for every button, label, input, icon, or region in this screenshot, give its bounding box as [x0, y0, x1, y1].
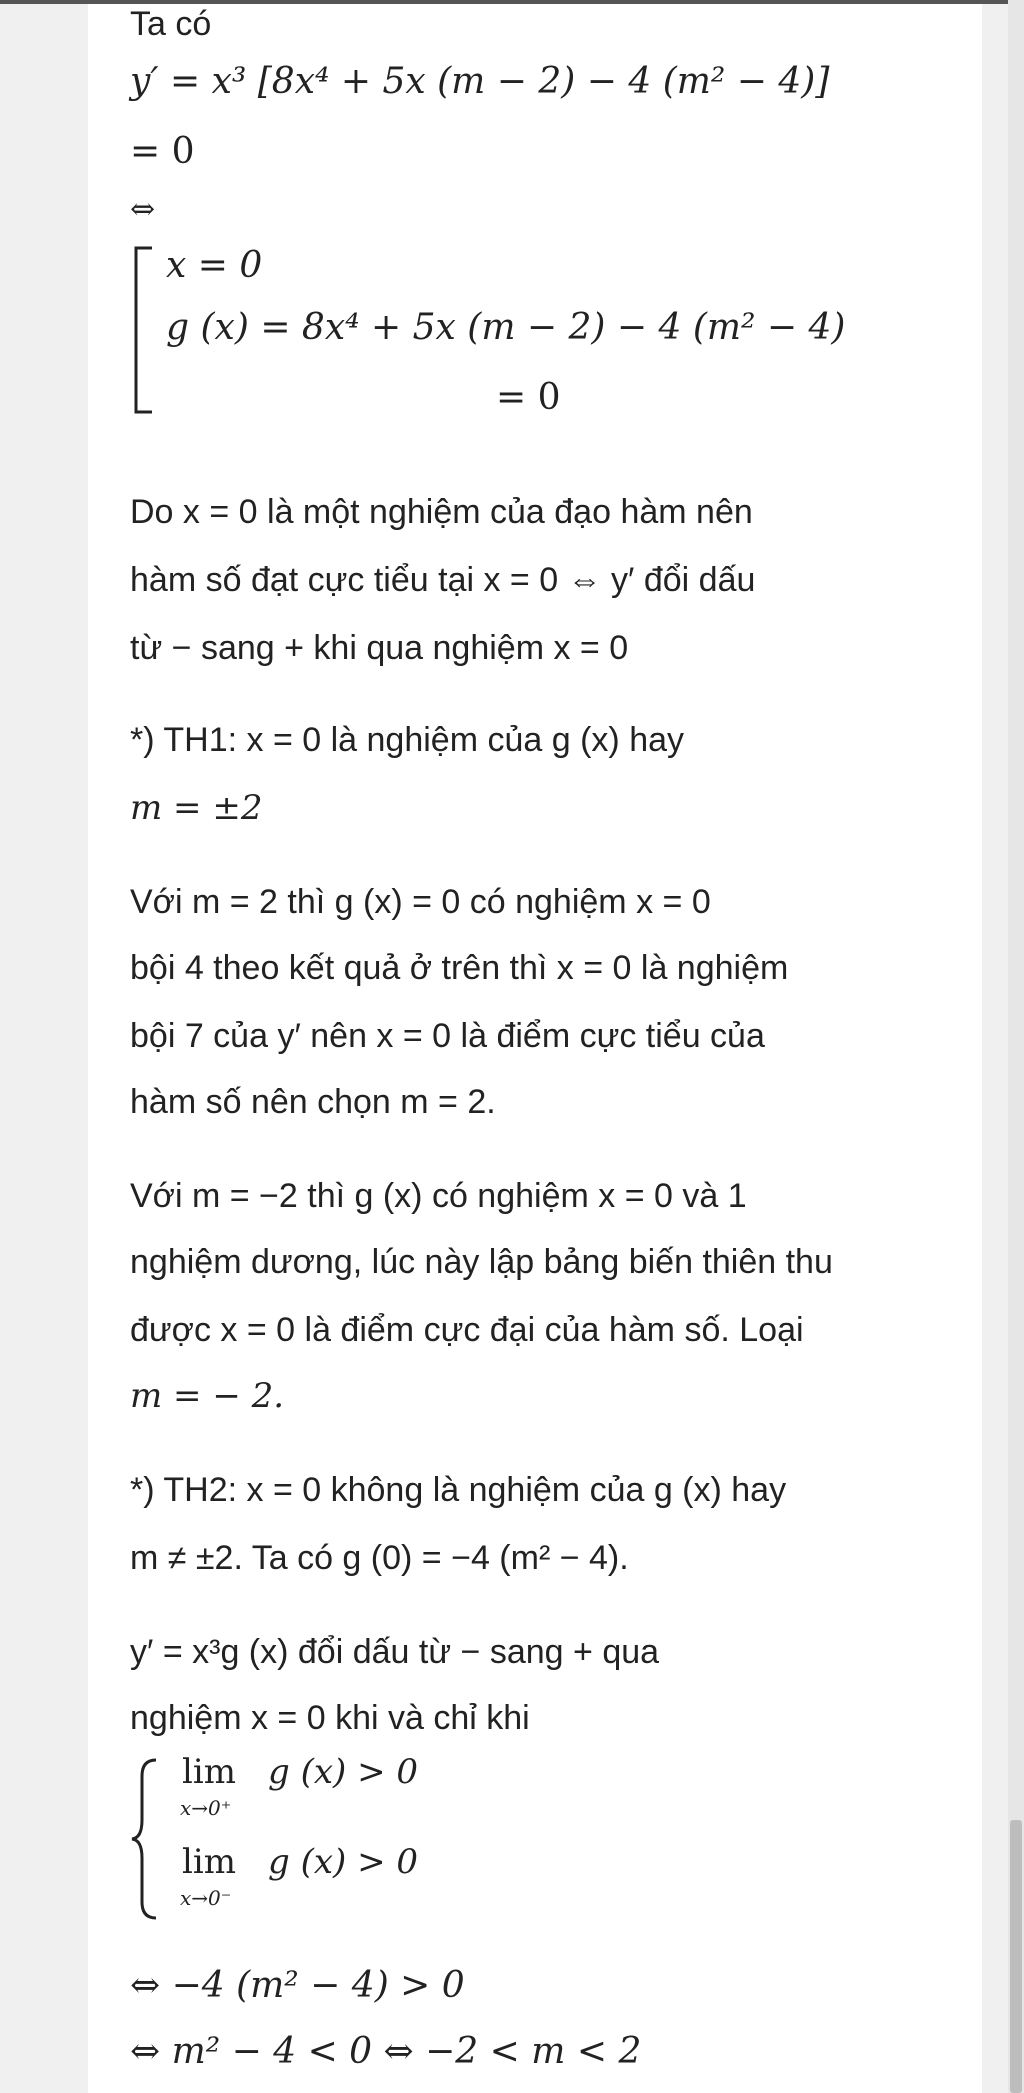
para2-line4: hàm số nên chọn m = 2.: [130, 1083, 496, 1121]
para1-line3: từ − sang + khi qua nghiệm x = 0: [130, 629, 629, 667]
para3-line4: m = − 2.: [130, 1376, 285, 1416]
case-g-equals-zero: = 0: [496, 377, 561, 418]
derivative-line-2: = 0: [130, 131, 195, 172]
lim-label-2: lim: [182, 1842, 236, 1882]
lim-expr-1: g (x) > 0: [268, 1752, 419, 1792]
para2-line1: Với m = 2 thì g (x) = 0 có nghiệm x = 0: [130, 883, 711, 921]
limit-brace: [130, 1756, 160, 1922]
para3-line3: được x = 0 là điểm cực đại của hàm số. Loại: [130, 1311, 804, 1349]
para4-line2: nghiệm x = 0 khi và chỉ khi: [130, 1699, 530, 1737]
lim-sub-right: x→0⁺: [180, 1796, 232, 1820]
derivative-line-1: y′ = x³ [8x⁴ + 5x (m − 2) − 4 (m² − 4)]: [130, 61, 830, 102]
case-x-zero: x = 0: [166, 245, 263, 286]
th1-line1: *) TH1: x = 0 là nghiệm của g (x) hay: [130, 721, 685, 759]
equivalence-symbol: ⇔: [130, 192, 156, 227]
lim-expr-2: g (x) > 0: [268, 1842, 419, 1882]
th1-line2: m = ±2: [130, 788, 263, 828]
th2-line2: m ≠ ±2. Ta có g (0) = −4 (m² − 4).: [130, 1539, 629, 1577]
final-line2: ⇔ m² − 4 < 0 ⇔ −2 < m < 2: [130, 2031, 642, 2072]
para1-line2: hàm số đạt cực tiểu tại x = 0 ⇔ y′ đổi dấu: [130, 561, 756, 599]
para2-line3: bội 7 của y′ nên x = 0 là điểm cực tiểu của: [130, 1017, 765, 1055]
case-bracket: [130, 244, 156, 416]
para3-line1: Với m = −2 thì g (x) có nghiệm x = 0 và 1: [130, 1177, 747, 1215]
para4-line1: y′ = x³g (x) đổi dấu từ − sang + qua: [130, 1633, 660, 1671]
case-g-equation: g (x) = 8x⁴ + 5x (m − 2) − 4 (m² − 4): [166, 307, 846, 348]
lim-sub-left: x→0⁻: [180, 1886, 232, 1910]
scrollbar-track[interactable]: [1008, 0, 1024, 2093]
intro-text: Ta có: [130, 5, 212, 43]
para2-line2: bội 4 theo kết quả ở trên thì x = 0 là nghiệm: [130, 949, 789, 987]
para3-line2: nghiệm dương, lúc này lập bảng biến thiên thu: [130, 1243, 833, 1281]
para1-line1: Do x = 0 là một nghiệm của đạo hàm nên: [130, 493, 753, 531]
lim-label-1: lim: [182, 1752, 236, 1792]
th2-line1: *) TH2: x = 0 không là nghiệm của g (x) hay: [130, 1471, 787, 1509]
scrollbar-thumb[interactable]: [1010, 1820, 1022, 2093]
final-line1: ⇔ −4 (m² − 4) > 0: [130, 1965, 465, 2006]
